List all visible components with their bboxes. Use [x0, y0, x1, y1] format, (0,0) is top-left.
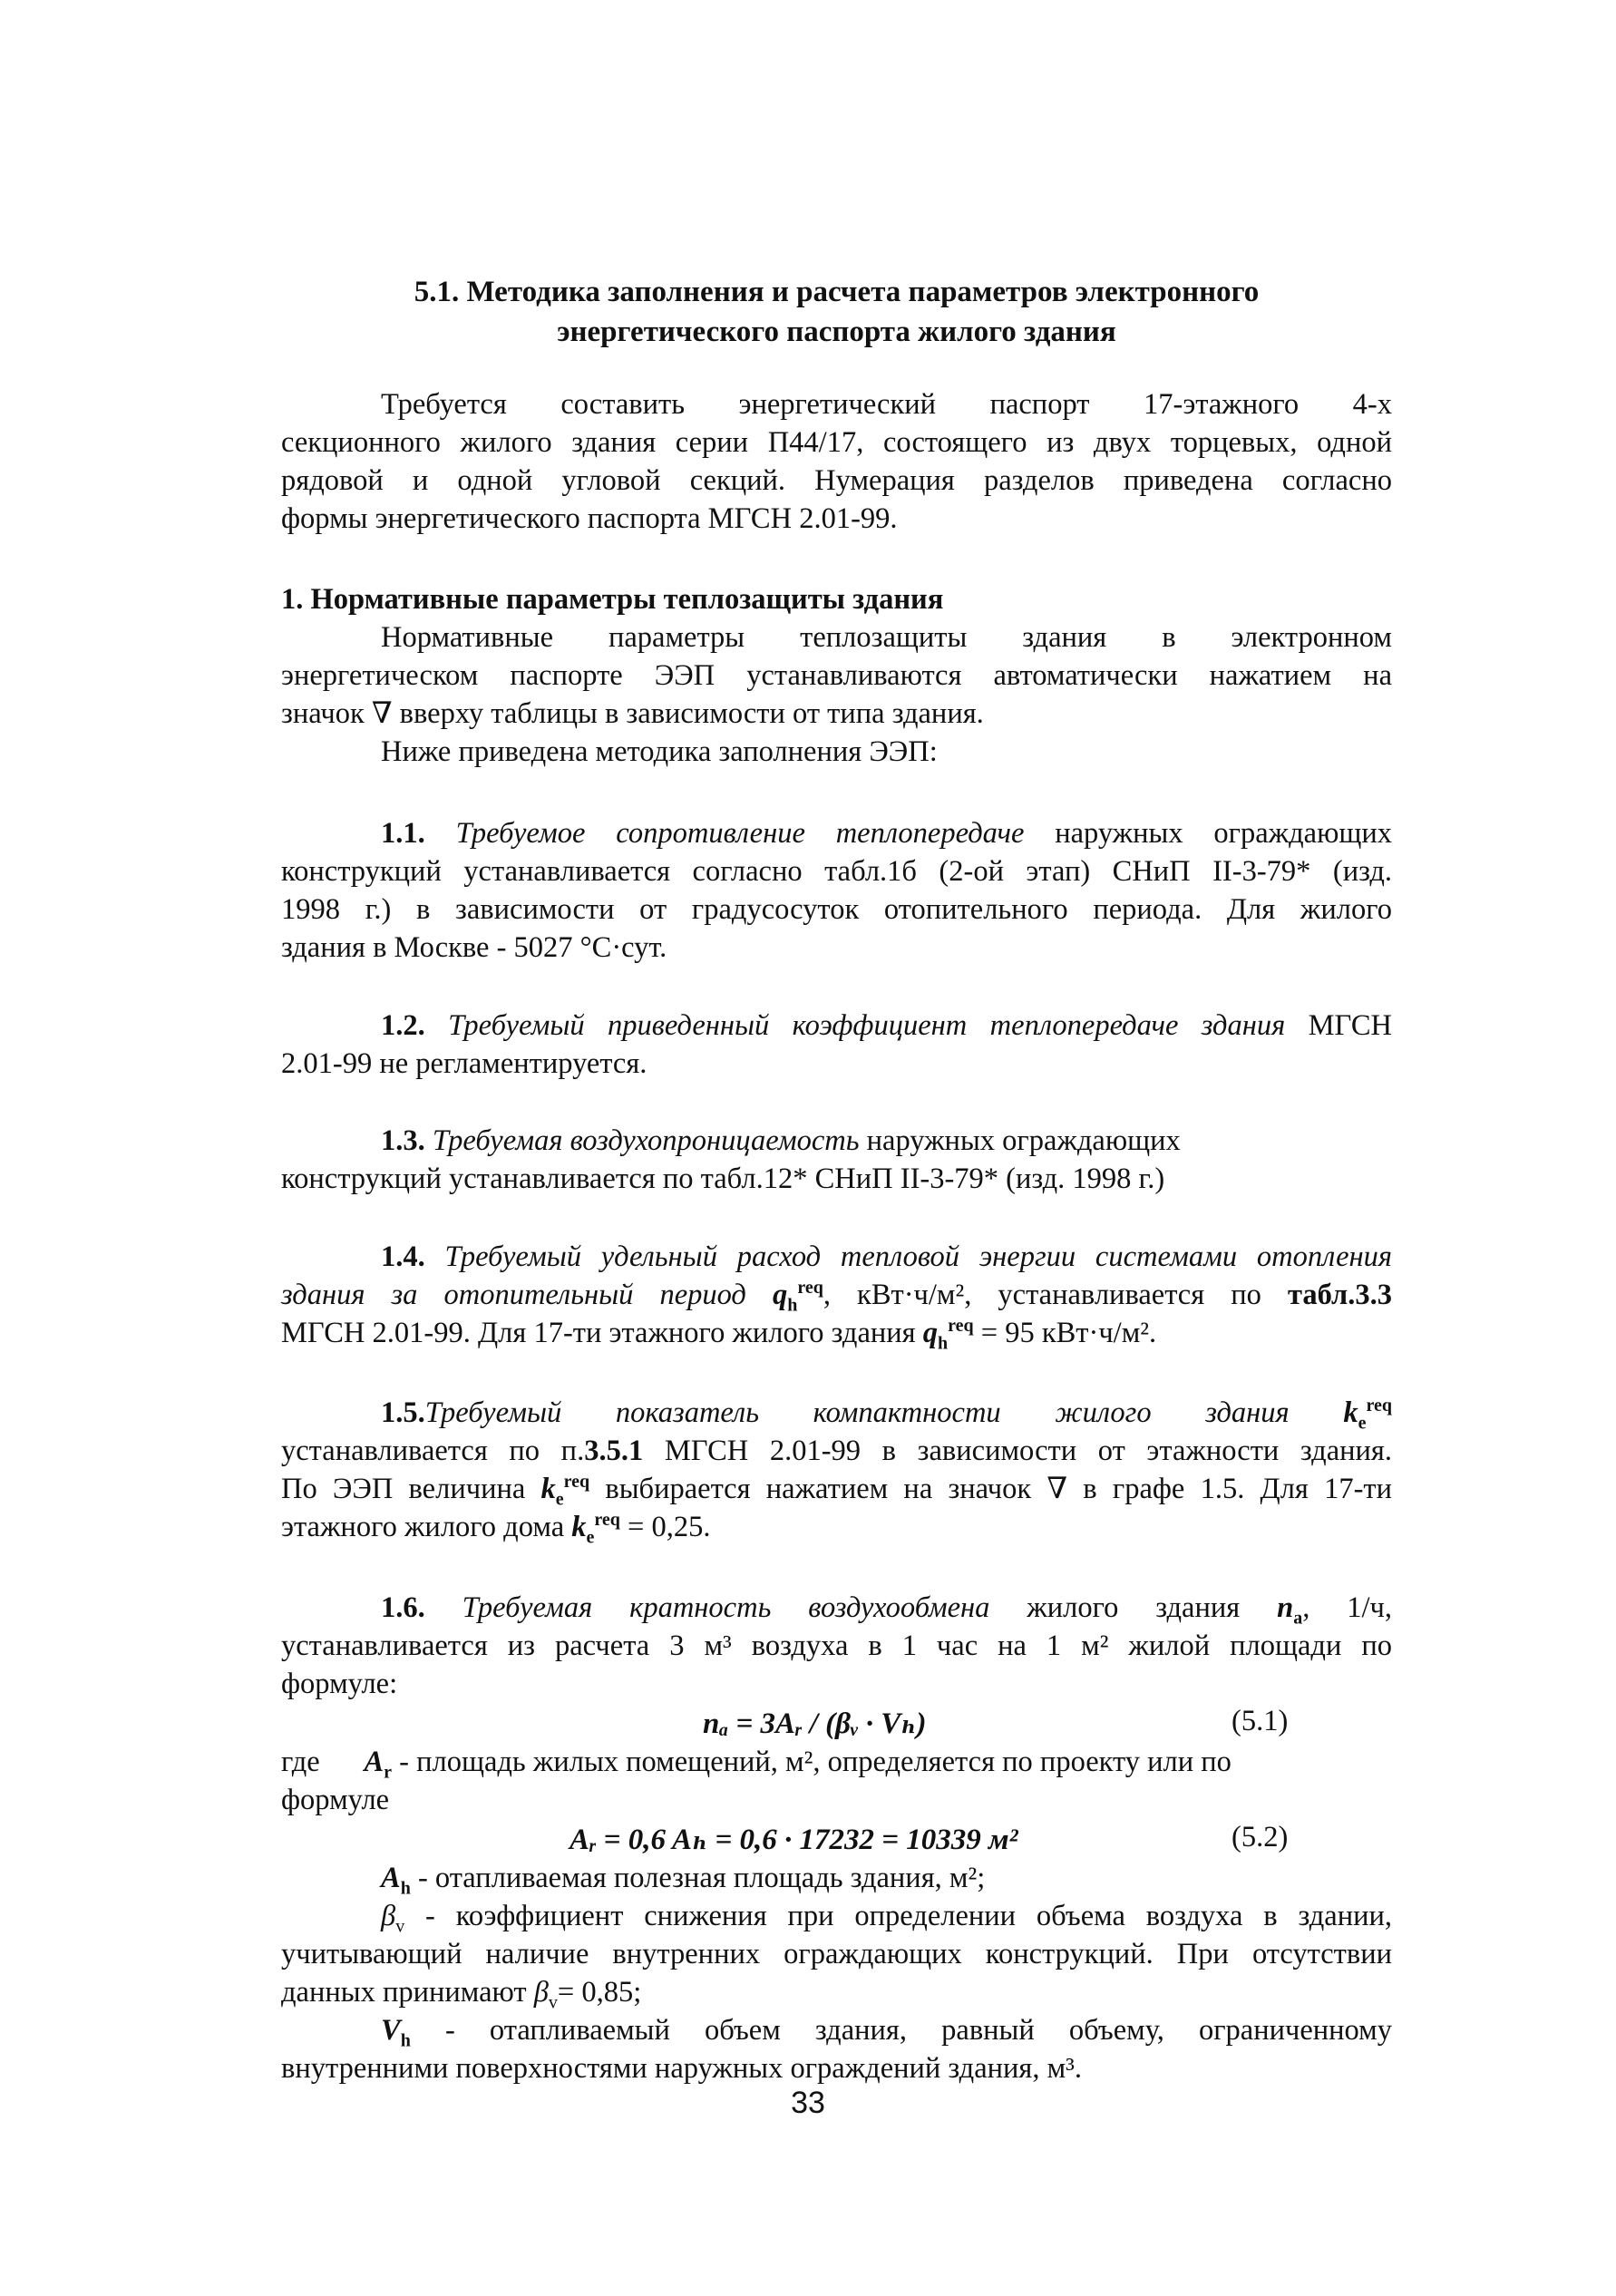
item-1-5 [281, 1394, 1392, 1546]
symbol-sup: req [563, 1472, 590, 1493]
item-text: МГСН 2.01-99. Для 17-ти этажного жилого здания [281, 1317, 923, 1349]
item-number: 1.4. [381, 1240, 425, 1273]
item-line [281, 1470, 1392, 1508]
item-text: МГСН 2.01-99 в зависимости от этажности здания. [643, 1435, 1392, 1467]
item-text: этажного жилого дома [281, 1511, 572, 1543]
item-number: 1.2. [381, 1009, 425, 1042]
symbol-beta: β [533, 1976, 549, 2009]
item-text: данных принимают [281, 1976, 534, 2009]
section-1-line: значок ∇ вверху таблицы в зависимости от типа здания. [281, 697, 984, 730]
item-text: - коэффициент снижения при определении объема воздуха в здании, [404, 1900, 1392, 1932]
heading-line-1: 5.1. Методика заполнения и расчета параметров электронного [414, 276, 1260, 308]
formula-5-1-number: (5.1) [1231, 1705, 1289, 1737]
item-line [281, 1432, 1392, 1470]
item-1-1 [281, 814, 1392, 967]
item-line [281, 1276, 1392, 1314]
symbol-q: q [772, 1279, 788, 1311]
intro-line: формы энергетического паспорта МГСН 2.01-99. [281, 502, 898, 535]
definitions [281, 1859, 1392, 2087]
section-heading [281, 272, 1392, 352]
symbol-sub: e [1358, 1413, 1367, 1434]
item-text: выбирается нажатием на значок ∇ в графе 1.5. Для 17-ти [589, 1473, 1392, 1505]
item-line [281, 1589, 1392, 1627]
item-term: Требуемый показатель компактности жилого здания [424, 1396, 1290, 1429]
item-term: Требуемая воздухопроницаемость [432, 1124, 860, 1157]
clause-ref: 3.5.1 [584, 1435, 644, 1467]
where-block [281, 1743, 1392, 1819]
symbol-sub: h [400, 1878, 411, 1899]
symbol-sup: req [797, 1278, 823, 1299]
item-1-3 [281, 1122, 1392, 1198]
item-line: устанавливается из расчета 3 м³ воздуха в 1 час на 1 м² жилой площади по [281, 1630, 1392, 1662]
item-term: Требуемая кратность воздухообмена [462, 1591, 990, 1624]
item-line [281, 1508, 1392, 1546]
symbol-a: A [381, 1862, 401, 1894]
item-number: 1.3. [381, 1124, 425, 1157]
symbol-k: k [1343, 1396, 1358, 1429]
intro-line: рядовой и одной угловой секций. Нумерация разделов приведена согласно [281, 464, 1392, 497]
item-1-2 [281, 1007, 1392, 1083]
item-text: наружных ограждающих [1024, 817, 1393, 850]
item-line [281, 1394, 1392, 1432]
item-text: наружных ограждающих [859, 1124, 1181, 1157]
item-term: Требуемый приведенный коэффициент теплопередаче здания [448, 1009, 1286, 1042]
section-1-method-line: Ниже приведена методика заполнения ЭЭП: [381, 735, 938, 768]
item-text: , кВт·ч/м², устанавливается по [823, 1279, 1288, 1311]
page-number: 33 [791, 2086, 825, 2120]
item-line [281, 814, 1392, 852]
item-line [281, 1007, 1392, 1045]
item-text: , 1/ч, [1302, 1591, 1392, 1624]
symbol-a: A [364, 1746, 385, 1778]
where-label: где [281, 1746, 320, 1778]
symbol-sub: h [400, 2030, 411, 2051]
item-line: формуле: [281, 1668, 398, 1700]
symbol-k: k [571, 1511, 587, 1543]
item-line: конструкций устанавливается согласно табл.1б (2-ой этап) СНиП II-3-79* (изд. [281, 855, 1392, 888]
item-number: 1.1. [381, 817, 425, 850]
def-bv [281, 1897, 1392, 1935]
item-line [281, 1238, 1392, 1276]
item-term: здания за отопительный период [281, 1279, 773, 1311]
symbol-q: q [922, 1317, 938, 1349]
def-ah [281, 1859, 1392, 1897]
symbol-beta: β [381, 1900, 396, 1932]
symbol-sup: req [948, 1316, 974, 1337]
item-text: жилого здания [989, 1591, 1278, 1624]
def-line: учитывающий наличие внутренних ограждающих конструкций. При отсутствии [281, 1938, 1392, 1970]
heading-line-2: энергетического паспорта жилого здания [557, 316, 1116, 348]
formula-5-2-number: (5.2) [1231, 1821, 1289, 1853]
symbol-sup: req [594, 1510, 620, 1531]
item-1-6 [281, 1589, 1392, 1703]
section-1 [281, 580, 1392, 771]
item-text: = 0,85; [557, 1976, 642, 2009]
def-vh [281, 2011, 1392, 2049]
symbol-sub: v [395, 1916, 405, 1937]
item-line: 2.01-99 не регламентируется. [281, 1047, 647, 1080]
symbol-sub: v [548, 1992, 558, 2013]
item-text: - отапливаемый объем здания, равный объему, ограниченному [410, 2014, 1392, 2047]
item-1-4 [281, 1238, 1392, 1352]
symbol-sub: e [555, 1489, 564, 1510]
symbol-n: n [1277, 1591, 1294, 1624]
formula-5-1: nₐ = 3Aᵣ / (βᵥ · Vₕ) [703, 1707, 927, 1740]
table-ref: табл.3.3 [1287, 1279, 1392, 1311]
item-number: 1.5. [381, 1396, 425, 1429]
intro-paragraph [281, 385, 1392, 538]
symbol-v: V [381, 2014, 401, 2047]
item-line [281, 1122, 1392, 1160]
item-text: По ЭЭП величина [281, 1473, 541, 1505]
item-text: - площадь жилых помещений, м², определяется по проекту или по [392, 1746, 1231, 1778]
symbol-sub: r [384, 1762, 393, 1783]
item-line: конструкций устанавливается по табл.12* СНиП II-3-79* (изд. 1998 г.) [281, 1163, 1165, 1195]
symbol-sup: req [1366, 1396, 1392, 1416]
item-line [281, 1314, 1392, 1352]
intro-line: Требуется составить энергетический паспорт 17-этажного 4-х [381, 388, 1392, 421]
formula-5-2: Aᵣ = 0,6 Aₕ = 0,6 · 17232 = 10339 м² [569, 1824, 1018, 1856]
intro-line: секционного жилого здания серии П44/17, состоящего из двух торцевых, одной [281, 426, 1392, 459]
item-text: - отапливаемая полезная площадь здания, м²; [410, 1862, 986, 1894]
def-line [281, 1973, 1392, 2011]
symbol-sub: e [586, 1527, 595, 1548]
symbol-sub: h [787, 1295, 798, 1316]
item-line: 1998 г.) в зависимости от градусосуток отопительного периода. Для жилого [281, 893, 1392, 926]
where-line [281, 1743, 1392, 1781]
item-text: = 95 кВт·ч/м². [973, 1317, 1157, 1349]
symbol-k: k [540, 1473, 556, 1505]
section-1-line: энергетическом паспорте ЭЭП устанавливаются автоматически нажатием на [281, 659, 1392, 692]
item-text: = 0,25. [619, 1511, 711, 1543]
symbol-sub: h [937, 1333, 949, 1354]
item-text: МГСН [1285, 1009, 1393, 1042]
section-1-title: 1. Нормативные параметры теплозащиты здания [281, 583, 944, 616]
item-text: устанавливается по п. [281, 1435, 585, 1467]
symbol-sub: a [1293, 1608, 1303, 1629]
def-line: внутренними поверхностями наружных ограждений здания, м³. [281, 2052, 1083, 2085]
item-term: Требуемое сопротивление теплопередаче [455, 817, 1025, 850]
item-term: Требуемый удельный расход тепловой энергии системами отопления [444, 1240, 1392, 1273]
item-line: здания в Москве - 5027 °С·сут. [281, 931, 667, 964]
section-1-line: Нормативные параметры теплозащиты здания в электронном [381, 621, 1392, 654]
where-line: формуле [281, 1784, 390, 1816]
item-number: 1.6. [381, 1591, 425, 1624]
